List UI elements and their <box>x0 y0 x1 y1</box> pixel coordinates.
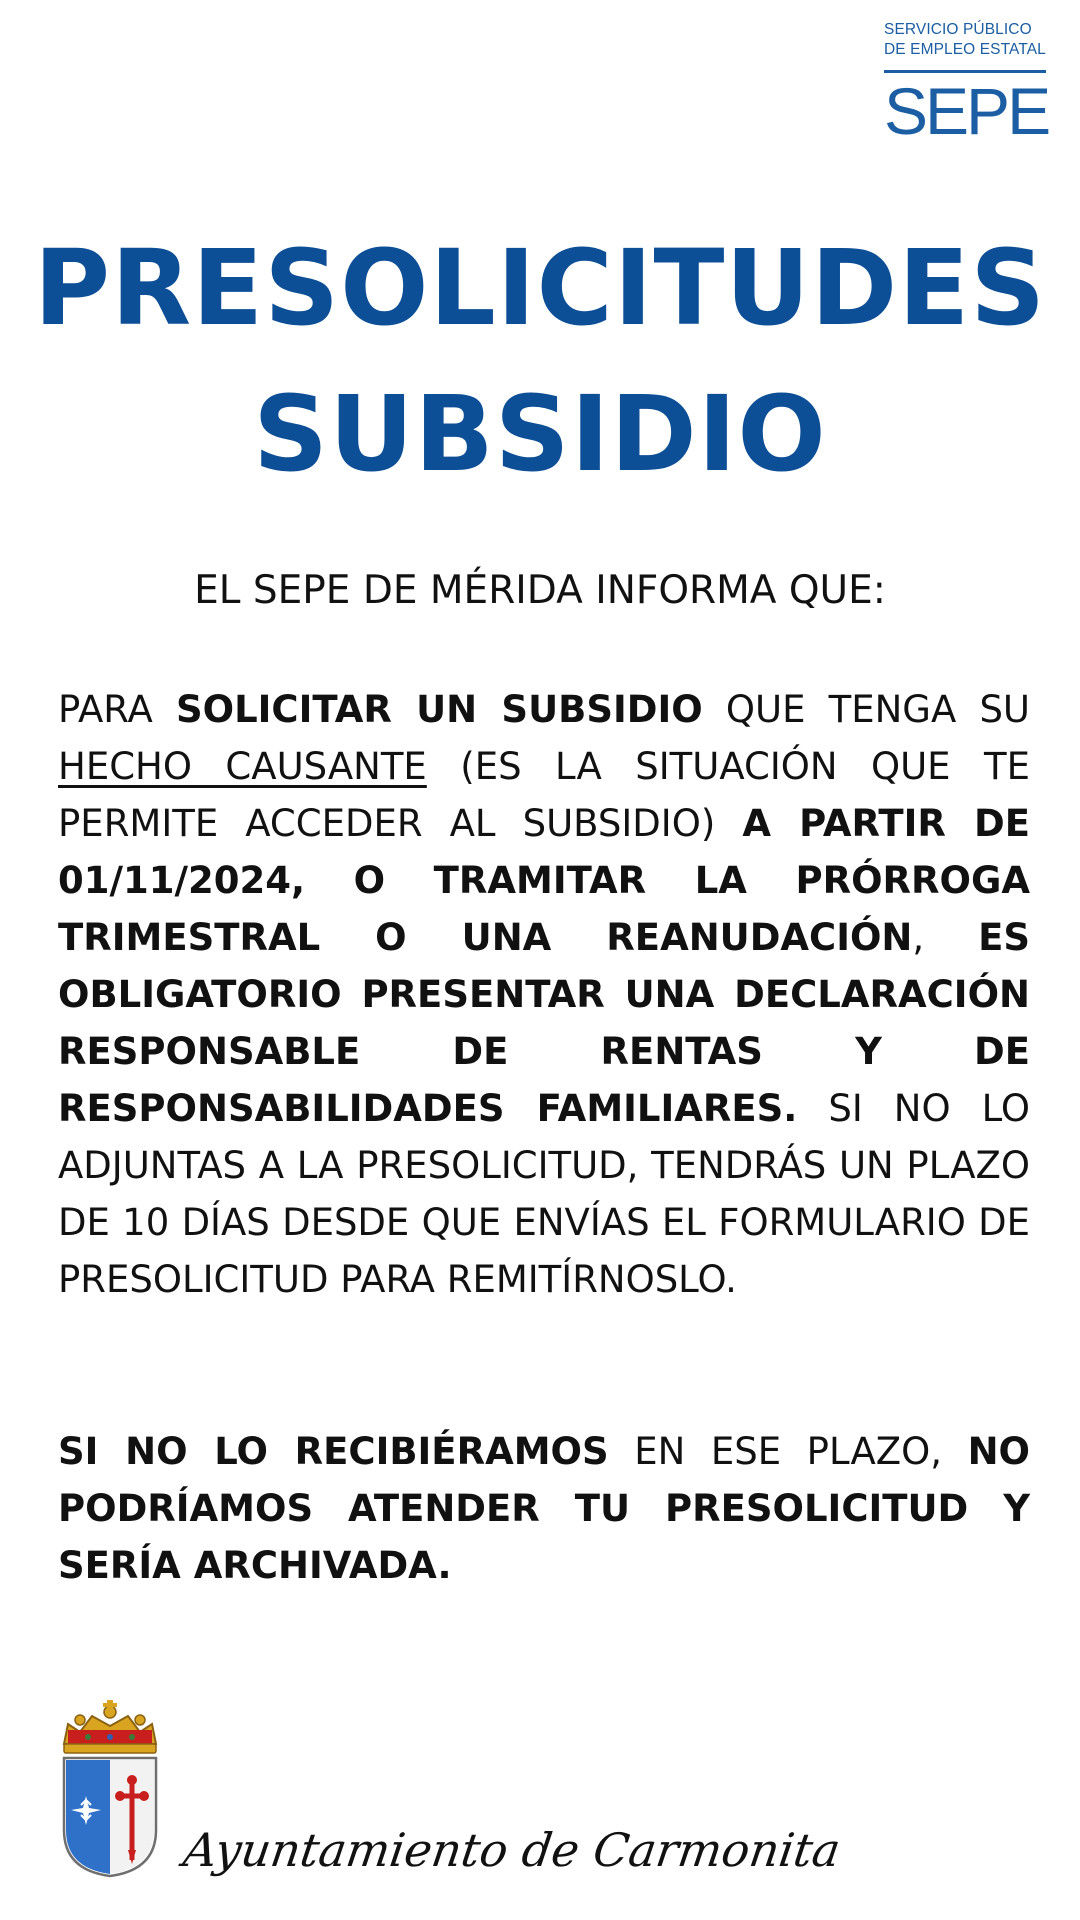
page-title-line-2: SUBSIDIO <box>253 373 827 495</box>
main-paragraph <box>58 681 1030 1308</box>
p1-bold-3: ES OBLIGATORIO PRESENTAR UNA DECLARACIÓN RESPONSABLE DE RENTAS Y DE RESPONSABILIDADES FAMILIARES. <box>58 916 1030 1130</box>
p1-text-1: PARA <box>58 688 176 731</box>
sepe-logo-wordmark: SEPE <box>884 74 1049 148</box>
p1-text-2: QUE TENGA SU <box>702 688 1031 731</box>
p1-underlined: HECHO CAUSANTE <box>58 745 427 788</box>
p2-bold-1: SI NO LO RECIBIÉRAMOS <box>58 1430 609 1473</box>
warning-paragraph <box>58 1423 1030 1594</box>
sepe-logo-line-1: SERVICIO PÚBLICO <box>884 21 1032 38</box>
shield-icon <box>64 1758 156 1876</box>
page-title-line-1: PRESOLICITUDES <box>33 227 1047 349</box>
p2-text-1: EN ESE PLAZO, <box>608 1430 968 1473</box>
coat-of-arms-icon <box>58 1700 162 1878</box>
p2-bold-2: NO PODRÍAMOS ATENDER TU PRESOLICITUD Y SERÍA ARCHIVADA. <box>58 1430 1030 1587</box>
p1-text-4: , <box>912 916 979 959</box>
intro-text: EL SEPE DE MÉRIDA INFORMA QUE: <box>194 568 886 613</box>
page-title <box>0 215 1080 507</box>
p1-text-3: (ES LA SITUACIÓN QUE TE PERMITE ACCEDER AL SUBSIDIO) <box>58 745 1030 845</box>
p1-bold-1: SOLICITAR UN SUBSIDIO <box>175 688 703 731</box>
sepe-logo-divider <box>884 70 1046 73</box>
p1-bold-2: A PARTIR DE 01/11/2024, O TRAMITAR LA PRÓRROGA TRIMESTRAL O UNA REANUDACIÓN <box>58 802 1030 959</box>
crown-icon <box>64 1700 156 1753</box>
p1-text-5: SI NO LO ADJUNTAS A LA PRESOLICITUD, TENDRÁS UN PLAZO DE 10 DÍAS DESDE QUE ENVÍAS EL FORMULARIO DE PRESOLICITUD PARA REMITÍRNOSLO. <box>58 1087 1030 1301</box>
signature-ayuntamiento: Ayuntamiento de Carmonita <box>180 1823 844 1877</box>
sepe-logo-line-2: DE EMPLEO ESTATAL <box>884 41 1046 58</box>
sepe-logo <box>884 20 1049 148</box>
